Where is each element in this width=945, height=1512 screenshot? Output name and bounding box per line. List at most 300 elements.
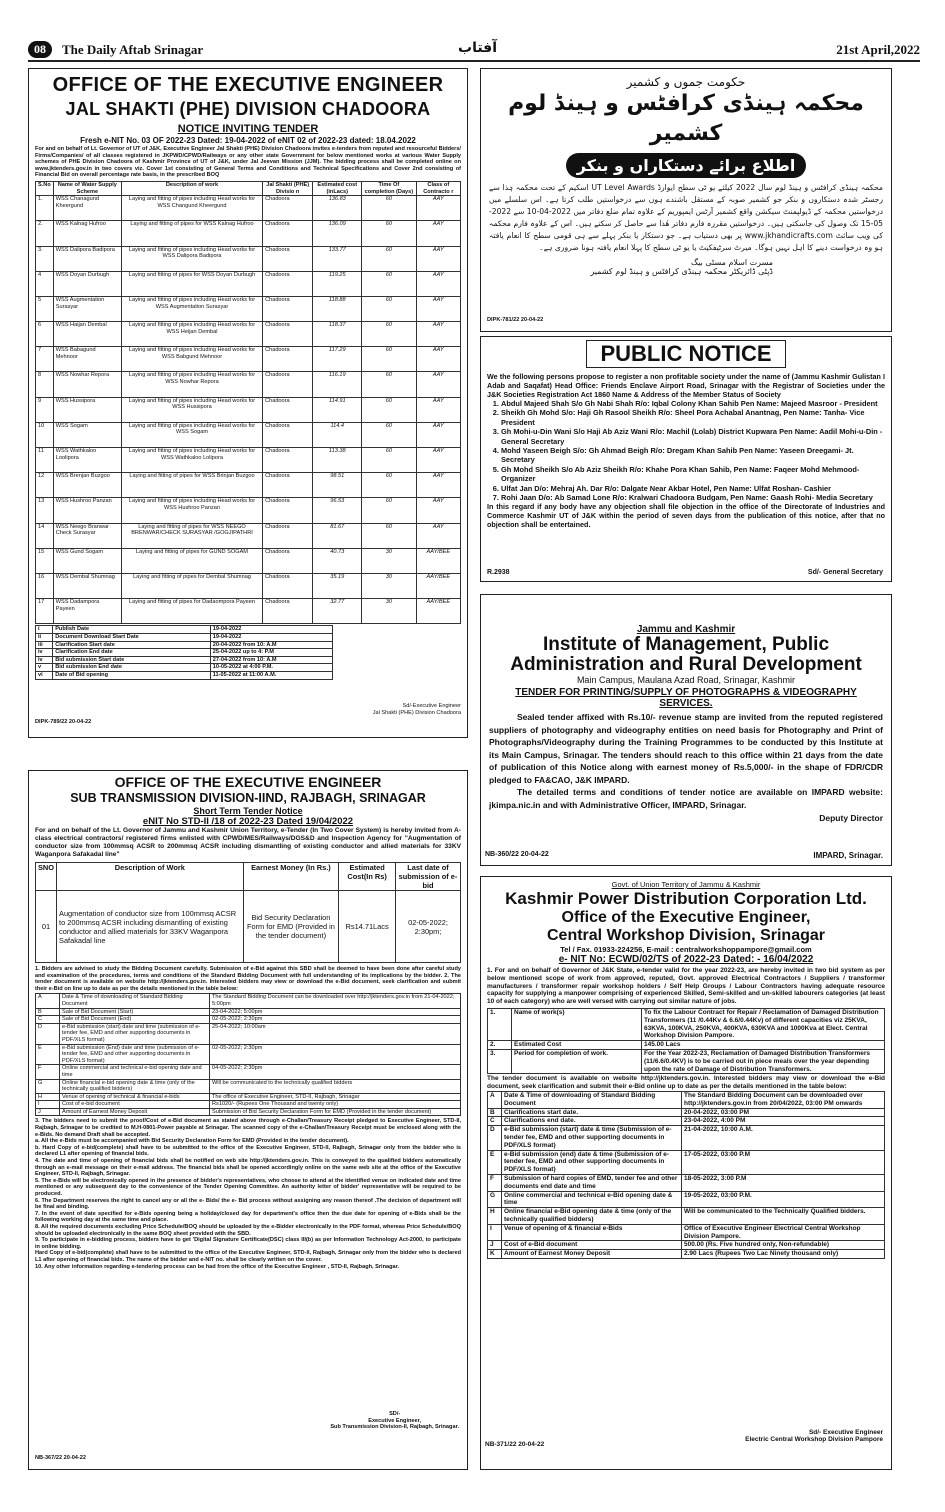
table-row [488, 1150, 885, 1174]
std-header-cell: SNO [36, 863, 57, 891]
std-clause: 9. To participate in e-bidding process, bidders have to get 'Digital Signature Certificate(DSC) class III(b) as per Information Technology Act-2000, to participate in online bidding. [35, 1237, 461, 1250]
jal-cell: Chadoora [263, 347, 313, 372]
jal-cell: 136.09 [313, 221, 362, 246]
std-title-2: SUB TRANSMISSION DIVISION-IIND, RAJBAGH, SRINAGAR [70, 791, 426, 805]
jal-cell: Laying and fitting of pipes including Head works for WSS Hushroo Panzan [121, 498, 262, 523]
jal-cell: AAY/BEE [416, 573, 460, 598]
std-schedule-cell: F [36, 1065, 60, 1079]
jal-cell: 60 [362, 246, 416, 271]
jal-cell: WSS Gund Sogam [53, 548, 121, 573]
paper-logo: آفتاب [458, 40, 498, 56]
table-row [36, 196, 461, 221]
jal-date-cell: ii [36, 633, 53, 641]
jal-cell: 98.51 [313, 473, 362, 498]
jal-cell: WSS Wathkaloo Loolipora [53, 448, 121, 473]
public-title: PUBLIC NOTICE [586, 340, 786, 368]
table-row [36, 422, 461, 447]
jal-cell: 60 [362, 397, 416, 422]
table-row [488, 1091, 885, 1108]
jal-intro: For and on behalf of Lt. Governor of UT of J&K, Executive Engineer Jal Shakti (PHE) Division Chadoora invites e-tenders from reputed and resourceful Bidders/ Firms/Companies/ of all classes registered in JKPWD/CPWD/Railways or any other state Government for below mentioned works at various Water Supply schemes of PHE Division Chadoora of Kashmir Province of UT of J&K, under Jal Jeevan Mission (JJM). The bidding process shall be completed online on www.jktenders.gov.in in two covers viz. Cover 1st consisting of General Terms and Conditions and Technical Specifications and Cover 2nd consisting of Financial Bid on overall percentage rate basis, in the prescribed BOQ [35, 146, 461, 179]
std-clause: 10. Any other information regarding e-tendering process can be had from the office of the Executive Engineer , STD-II, Rajbagh, Srinagar. [35, 1263, 400, 1270]
jal-cell: WSS Neego Branwar Check Surasyar [53, 523, 121, 548]
table-row [488, 1049, 885, 1073]
jal-date-cell: Publish Date [53, 626, 211, 634]
kpdcl-work-table [487, 1008, 885, 1074]
jal-header-cell: Description of work [121, 181, 262, 195]
jal-date-cell: Clarification End date [53, 649, 211, 657]
jal-cell: WSS Kalnag Hufroo [53, 221, 121, 246]
jal-date-cell: 27-04-2022 from 10: A.M [210, 656, 332, 664]
jal-cell: AAY [416, 473, 460, 498]
table-row [36, 397, 461, 422]
jal-cell: 60 [362, 347, 416, 372]
jal-cell: 30 [362, 599, 416, 624]
jal-date-cell: Bid submission Start date [53, 656, 211, 664]
jal-cell: Chadoora [263, 296, 313, 321]
kpdcl-schedule-cell: Venue of opening of & financial e-Bids [502, 1224, 682, 1241]
jal-cell: AAY [416, 246, 460, 271]
kpdcl-schedule-cell: Clarifications start date. [502, 1108, 682, 1117]
member-item: 5. Gh Mohd Sheikh S/o Ab Aziz Sheikh R/o: Khahe Pora Khan Sahib, Pen Name: Faqeer Mohd Mehmood- Organizer [501, 465, 885, 484]
kpdcl-schedule-cell: B [488, 1108, 502, 1117]
kpdcl-office-2: Central Workshop Division, Srinagar [547, 927, 825, 944]
table-row [36, 347, 461, 372]
jal-cell: Laying and fitting of pipes including Head works for WSS Sogam [121, 422, 262, 447]
jal-date-cell: Date of Bid opening [53, 671, 211, 679]
jal-cell: 96.53 [313, 498, 362, 523]
jal-cell: Laying and fitting of pipes for GUND SOGAM [121, 548, 262, 573]
jal-cell: Chadoora [263, 271, 313, 296]
table-row [36, 1101, 461, 1109]
jal-cell: 81.67 [313, 523, 362, 548]
kpdcl-schedule-cell: Clarifications end date. [502, 1117, 682, 1126]
jal-cell: Chadoora [263, 573, 313, 598]
kpdcl-schedule-cell: Will be communicated to the Technically Qualified bidders. [682, 1208, 885, 1225]
jal-cell: WSS Nowhar Repora [53, 372, 121, 397]
impard-sign-2: IMPARD, Srinagar. [813, 851, 883, 860]
table-row [36, 599, 461, 624]
std-schedule-cell: 25-04-2022; 10:00am [210, 1023, 461, 1044]
kpdcl-work-cell: 145.00 Lacs [642, 1041, 885, 1050]
handicrafts-urdu-notice [480, 68, 892, 332]
member-item: 3. Gh Mohi-u-Din Wani S/o Haji Ab Aziz Wani R/o: Machil (Lolab) District Kupwara Pen Name: Aadil Mohi-u-Din - General Secretary [501, 427, 885, 446]
jal-cell: Chadoora [263, 422, 313, 447]
jal-shakti-tender [28, 68, 468, 738]
table-row [36, 221, 461, 246]
public-notice [480, 336, 892, 582]
kpdcl-schedule-cell: 18-05-2022, 3:00 P.M [682, 1174, 885, 1191]
jal-cell: Chadoora [263, 548, 313, 573]
kpdcl-schedule-cell: Office of Executive Engineer Electrical Central Workshop Division Pampore. [682, 1224, 885, 1241]
jal-date-cell: 10-05-2022 at 4:00 P.M. [210, 664, 332, 672]
jal-cell: AAY [416, 448, 460, 473]
kpdcl-intro: 1. For and on behalf of Governor of J&K State, e-tender valid for the year 2022-23, are hereby invited in two bid system as per below mentioned scope of work from approved, reputed, Govt. approved Electrical Contractors / Suppliers / transformer manufacturers / transformer repair workshop holders / Self Help Groups / Labour Contractors having adequate resource capacity for supplying a manpower comprising of experienced Skilled, Semi-skilled and un-skilled labourers categories (at least 10 of each category) who are well versed with carrying out similar nature of jobs. [487, 967, 885, 1006]
std-schedule-cell: The Standard Bidding Document can be downloaded over http://jktenders.gov.in from 21-04-2022; 5:00pm [210, 994, 461, 1008]
jal-date-cell: 20-04-2022 from 10: A.M [210, 641, 332, 649]
std-schedule-cell: e-Bid submission (start) date and time (submission of e-tender fee, EMD and other supporting documents in PDF/XLS format) [60, 1023, 210, 1044]
jal-cell: Chadoora [263, 322, 313, 347]
jal-header-cell: Jal Shakti (PHE) Divisio n [263, 181, 313, 195]
jal-cell: 16 [36, 573, 54, 598]
jal-date-cell: i [36, 626, 53, 634]
std-schedule-cell: Venue of opening of technical & financial e-bids [60, 1093, 210, 1101]
jal-date-cell: Bid submission End date [53, 664, 211, 672]
std-schedule-cell: Sale of Bid Document (Start) [60, 1008, 210, 1016]
kpdcl-office-1: Office of the Executive Engineer, [561, 909, 811, 926]
public-intro: We the following persons propose to register a non profitable society under the name of (Jammu Kashmir Gulistan I Adab and Saqafat) Head Office: Friends Enclave Airport Road, Srinagar with the Registrar of Societies under the J&K Societies Registration Act 1860 Name & Address of the Member Status of Society [487, 372, 885, 399]
std-sign-2: Executive Engineer, [368, 1417, 422, 1424]
std-header-cell: Earnest Money (In Rs.) [243, 863, 338, 891]
urdu-govt: حکومت جموں و کشمیر [626, 75, 746, 89]
jal-cell: 8 [36, 372, 54, 397]
jal-date-cell: 11-05-2022 at 11:00 A.M. [210, 671, 332, 679]
jal-cell: WSS Haijan Dembal [53, 322, 121, 347]
jal-cell: Laying and fitting of pipes including Head works for WSS Babgund Mehnoor [121, 347, 262, 372]
std-schedule-cell: Submission of Bid Security Declaration Form for EMD (Provided in the tender document) [210, 1108, 461, 1116]
jal-cell: 133.77 [313, 246, 362, 271]
urdu-title: محکمہ ہینڈی کرافٹس و ہینڈ لوم کشمیر [508, 91, 864, 146]
table-row [36, 548, 461, 573]
table-row [36, 671, 333, 679]
kpdcl-schedule-cell: 21-04-2022, 10:00 A.M. [682, 1126, 885, 1150]
jal-cell: Laying and fitting of pipes for Dadaompora Payeen [121, 599, 262, 624]
jal-cell: Laying and fitting of pipes including Head works for WSS Hussipora [121, 397, 262, 422]
kpdcl-schedule-cell: Online financial e-Bid opening date & time (only of the technically qualified bidders) [502, 1208, 682, 1225]
table-row [36, 1008, 461, 1016]
jal-cell: 10 [36, 422, 54, 447]
impard-subject: TENDER FOR PRINTING/SUPPLY OF PHOTOGRAPHS & VIDEOGRAPHY SERVICES. [515, 687, 857, 709]
std-work-table [35, 862, 461, 963]
jal-cell: 60 [362, 196, 416, 221]
std-schedule-cell: Rs1020/- (Rupees One Thousand and twenty only) [210, 1101, 461, 1109]
table-row [488, 1224, 885, 1241]
public-sign: Sd/- General Secretary [807, 569, 883, 576]
kpdcl-schedule-table [487, 1091, 885, 1259]
table-row [488, 1117, 885, 1126]
table-row [36, 649, 333, 657]
kpdcl-schedule-cell: H [488, 1208, 502, 1225]
public-ref: R.2938 [487, 569, 510, 576]
table-row [36, 1023, 461, 1044]
jal-cell: AAY [416, 322, 460, 347]
jal-cell: AAY [416, 221, 460, 246]
page-number: 08 [28, 41, 52, 58]
std-cell: 01 [36, 891, 57, 963]
jal-cell: AAY [416, 196, 460, 221]
table-row [36, 1093, 461, 1101]
std-clauses [35, 1118, 461, 1270]
jal-sign-1: Sd/-Executive Engineer [402, 703, 461, 709]
kpdcl-mid: The tender document is available on website http://jktenders.gov.in. Interested bidders may view or download the e-Bid document, seek clarification and submit their e-Bid online up to date as per the details mentioned in the table below: [487, 1075, 885, 1091]
std-clause: 5. The e-Bids will be electronically opened in the presence of bidder's representatives, who choose to attend at the identified venue on indicated date and time mentioned or any subsequent day to the convenience of the Tender Opening Committee. An authority letter of bidder' representative will be required to be produced. [35, 1177, 461, 1197]
jal-cell: Chadoora [263, 246, 313, 271]
table-row [36, 473, 461, 498]
kpdcl-work-cell: Name of work(s) [512, 1008, 642, 1040]
jal-cell: 2. [36, 221, 54, 246]
std-tender [28, 770, 468, 1470]
jal-cell: 118.88 [313, 296, 362, 321]
kpdcl-schedule-cell: Amount of Earnest Money Deposit [502, 1250, 682, 1259]
kpdcl-govt: Govt. of Union Territory of Jammu & Kashmir [611, 880, 761, 889]
std-schedule-cell: C [36, 1016, 60, 1024]
jal-cell: Laying and fitting of pipes for WSS Brinjan Buzgoo [121, 473, 262, 498]
issue-date: 21st April,2022 [836, 42, 920, 57]
jal-date-cell: v [36, 664, 53, 672]
std-schedule-cell: B [36, 1008, 60, 1016]
jal-date-cell: 19-04-2022 [210, 633, 332, 641]
std-sign-1: SD/- [389, 1411, 401, 1417]
table-row [488, 1174, 885, 1191]
table-row [36, 1079, 461, 1093]
member-item: 2. Sheikh Gh Mohd S/o: Haji Gh Rasool Sheikh R/o: Sheel Pora Achabal Anantnag, Pen Name: Tanha- Vice President [501, 408, 885, 427]
std-schedule-cell: E [36, 1044, 60, 1065]
kpdcl-schedule-cell: F [488, 1174, 502, 1191]
jal-cell: AAY [416, 397, 460, 422]
table-row [488, 1241, 885, 1250]
jal-cell: 114.91 [313, 397, 362, 422]
jal-cell: AAY [416, 498, 460, 523]
jal-cell: Chadoora [263, 473, 313, 498]
jal-cell: Chadoora [263, 523, 313, 548]
jal-cell: 60 [362, 271, 416, 296]
jal-sign-2: Jal Shakti (PHE) Division Chadoora [372, 709, 461, 716]
table-row [36, 372, 461, 397]
jal-enit: Fresh e-NIT No. 03 OF 2022-23 Dated: 19-04-2022 of eNIT 02 of 2022-23 dated: 18.04.2022 [80, 136, 416, 145]
jal-cell: 116.19 [313, 372, 362, 397]
jal-header-cell: Time Of completion (Days) [362, 181, 416, 195]
kpdcl-schedule-cell: Online commercial and technical e-Bid opening date & time [502, 1191, 682, 1208]
jal-cell: Laying and fitting of pipes including Head works for WSS Changund Kheergund [121, 196, 262, 221]
kpdcl-contact: Tel / Fax. 01933-224256, E-mail : centralworkshoppampore@gmail.com [560, 945, 812, 954]
jal-cell: 1. [36, 196, 54, 221]
std-schedule-cell: Will be communicated to the technically qualified bidders [210, 1079, 461, 1093]
impard-body-1: Sealed tender affixed with Rs.10/- revenue stamp are invited from the reputed registered suppliers of photography and videography entities on need basis for Photography and Print of Photographs/Videography during the Training Programmes to be conducted by this Institute at its Main Campus, Srinagar. The tenders should reach to this office within 21 days from the date of publication of this Notice along with earnest money of Rs.5,000/- in the shape of FDR/CDR pledged to FA&CAO, J&K IMPARD. [489, 712, 883, 785]
impard-campus: Main Campus, Maulana Azad Road, Srinagar, Kashmir [576, 675, 796, 685]
jal-cell: 14 [36, 523, 54, 548]
kpdcl-work-cell: 2. [488, 1041, 512, 1050]
jal-cell: 13 [36, 498, 54, 523]
jal-cell: WSS Dadampora Payeen [53, 599, 121, 624]
std-header-cell: Last date of submission of e-bid [396, 863, 461, 891]
std-clause: b. Hard Copy of e-bid(complete) shall have to be submitted to the office of the Executive Engineer, STD-II, Rajbagh, Srinagar only from the bidder who is declared L1 after opening of financial bids. [35, 1144, 461, 1158]
kpdcl-schedule-cell: 19-05-2022, 03:00 P.M. [682, 1191, 885, 1208]
jal-date-cell: vi [36, 671, 53, 679]
table-row [36, 994, 461, 1008]
jal-date-cell: Clarification Start date [53, 641, 211, 649]
kpdcl-schedule-cell: J [488, 1241, 502, 1250]
kpdcl-schedule-cell: Cost of e-Bid document [502, 1241, 682, 1250]
jal-cell: 3. [36, 246, 54, 271]
jal-cell: 7 [36, 347, 54, 372]
std-sign-3: Sub Transmission Division-II, Rajbagh, Srinagar. [330, 1424, 459, 1431]
std-schedule-cell: J [36, 1108, 60, 1116]
std-clause-1-number: 1. [35, 966, 42, 972]
jal-cell: 117.29 [313, 347, 362, 372]
jal-date-cell: iv [36, 649, 53, 657]
std-schedule-cell: A [36, 994, 60, 1008]
kpdcl-sign-2: Electric Central Workshop Division Pampore [745, 1436, 883, 1443]
std-schedule-cell: The office of Executive Engineer, STD-II, Rajbagh, Srinagar [210, 1093, 461, 1101]
jal-cell: 60 [362, 322, 416, 347]
jal-cell: Chadoora [263, 448, 313, 473]
table-row [36, 523, 461, 548]
jal-cell: 32.77 [313, 599, 362, 624]
jal-ref: DIPK-789/22 20-04-22 [35, 719, 92, 725]
table-row [488, 1250, 885, 1259]
jal-cell: 60 [362, 523, 416, 548]
jal-cell: Chadoora [263, 221, 313, 246]
impard-tender [480, 594, 892, 866]
urdu-body: محکمہ ہینڈی کرافٹس و ہینڈ لوم سال 2022 کیلئے یو ٹی سطح ایوارڈ UT Level Awards اسکیم کے تحت محکمہ ہٰذا سے رجسٹر شدہ دستکاروں و بنکر جو کشمیر صوبہ کے مستقل باشندے ہوں سے درخواستیں طلب کرتا ہے۔ اس سلسلے میں درخواستیں محکمہ کے ڈیولپمنٹ سیکشن واقع کشمیر آرٹس ایمپوریم کے علاوہ تمام ضلع دفاتر میں 2022-04-10 سے 2022-05-15 تک وصول کی جاسکتی ہیں۔ درخواستیں مقررہ فارم دفاتر ھٰذا سے حاصل کر سکتے ہیں۔ اس کے علاوہ فارم محکمہ کی ویب سائٹ www.jkhandicrafts.com پر بھی دستیاب ہے۔ جو دستکار یا بنکر پہلے سے ہی قومی سطح کا انعام یافتہ ہو وہ درخواست دینے کا اہل نہیں ہوگا۔ میرٹ سرٹیفکیٹ یا یو ٹی سطح کا پہلا انعام یافتہ ہونا ضروری ہے۔ [489, 183, 884, 252]
std-schedule-cell: Online financial e-bid opening date & time (only of the technically qualified bidders) [60, 1079, 210, 1093]
kpdcl-work-cell: To fix the Labour Contract for Repair / Reclamation of Damaged Distribution Transformers (11 /0.44Kv & 6.6/0.44Kv) of different capacities viz 25KVA, 63KVA, 100KVA, 250KVA, 400KVA, 630KVA and 1000Kva at Elect. Central Workshop Division Pampore. [642, 1008, 885, 1040]
public-closing: In this regard if any body have any objection shall file objection in the office of the Directorate of Industries and Commerce Kashmir UT of J&K within the period of seven days from the publication of this notice, after that no objection shall be entertained. [487, 502, 885, 530]
std-schedule-cell: 23-04-2022; 5:00pm [210, 1008, 461, 1016]
std-cell: Augmentation of conductor size from 100mmsq ACSR to 200mmsq ACSR including dismantling of existing conductor and allied materials for 33KV Waganpora Safakadal line [57, 891, 244, 963]
std-schedule-cell: e-Bid submission (End) date and time (submission of e-tender fee, EMD and other supporting documents in PDF/XLS format) [60, 1044, 210, 1065]
jal-cell: 12 [36, 473, 54, 498]
member-item: 6. Ulfat Jan D/o: Mehraj Ah. Dar R/o: Dalgate Near Akbar Hotel, Pen Name: Ulfat Roshan- Cashier [501, 484, 885, 493]
kpdcl-schedule-cell: K [488, 1250, 502, 1259]
jal-cell: Laying and fitting of pipes including Head works for WSS Augmentation Surasyar [121, 296, 262, 321]
masthead [28, 40, 920, 62]
table-row [36, 641, 333, 649]
kpdcl-schedule-cell: D [488, 1126, 502, 1150]
table-row [36, 296, 461, 321]
std-schedule-cell: 02-05-2022; 2:30pm [210, 1016, 461, 1024]
jal-header-cell: Name of Water Supply Scheme [53, 181, 121, 195]
impard-region: Jammu and Kashmir [636, 624, 736, 635]
kpdcl-enit: e- NIT No: ECWD/02/TS of 2022-23 Dated: - 16/04/2022 [558, 954, 814, 965]
jal-date-cell: iii [36, 641, 53, 649]
jal-cell: WSS Brenjan Buzgoo [53, 473, 121, 498]
jal-cell: 30 [362, 573, 416, 598]
table-row [36, 322, 461, 347]
kpdcl-schedule-cell: 23-04-2022, 4:00 PM [682, 1117, 885, 1126]
impard-body-2: The detailed terms and conditions of tender notice are available on IMPARD website: jkimpa.nic.in and with Administrative Officer, IMPARD, Srinagar. [489, 787, 883, 810]
std-header-cell: Estimated Cost(In Rs) [339, 863, 396, 891]
jal-cell: 11 [36, 448, 54, 473]
jal-cell: 60 [362, 221, 416, 246]
jal-title-1: OFFICE OF THE EXECUTIVE ENGINEER [52, 74, 444, 96]
jal-cell: 5 [36, 296, 54, 321]
jal-cell: 114.4 [313, 422, 362, 447]
std-schedule-cell: G [36, 1079, 60, 1093]
table-row [36, 664, 333, 672]
std-schedule-cell: Cost of e-bid document [60, 1101, 210, 1109]
urdu-sign-2: ڈپٹی ڈائریکٹر محکمہ ہینڈی کرافٹس و ہینڈ لوم کشمیر [590, 267, 773, 276]
jal-cell: 40.73 [313, 548, 362, 573]
jal-date-cell: iv [36, 656, 53, 664]
table-row [36, 448, 461, 473]
jal-header-cell: S.No [36, 181, 54, 195]
jal-cell: Laying and fitting of pipes including Head works for WSS Heijan Dembal [121, 322, 262, 347]
jal-cell: AAY/BEE [416, 548, 460, 573]
jal-cell: Laying and fitting of pipes for WSS Doyan Durbugh [121, 271, 262, 296]
kpdcl-sign-1: Sd/- Executive Engineer [808, 1429, 883, 1436]
std-schedule-cell: I [36, 1101, 60, 1109]
kpdcl-work-cell: For the Year 2022-23, Reclamation of Damaged Distribution Transformers (11/6.6/0.4KV) is to be carried out in piece meals over the year depending upon the rate of Damage of Distribution Transformers. [642, 1049, 885, 1073]
jal-works-table [35, 181, 461, 624]
jal-cell: WSS Doyan Durbugh [53, 271, 121, 296]
std-clause: 6. The Department reserves the right to cancel any or all the e- Bids/ the e- Bid process without assigning any reason thereof .The decision of department will be final and binding. [35, 1197, 461, 1211]
jal-date-cell: 19-04-2022 [210, 626, 332, 634]
jal-cell: 15 [36, 548, 54, 573]
kpdcl-schedule-cell: Submission of hard copies of EMD, tender fee and other documents end date and time [502, 1174, 682, 1191]
impard-ref: NB-360/22 20-04-22 [485, 851, 549, 858]
std-clause: 3. The bidders need to submit the proof/Cost of e-Bid document as stated above through e-Challan/Treasury Receipt pledged to Executive Engineer, STD-II, Rajbagh, Srinagar to be credited to M.H-0801-Power payable at Srinagar. The scanned copy of the e-Challan/Treasury Receipt must be enclosed along with the e-Bids. No demand Draft shall be accepted. [35, 1118, 461, 1138]
kpdcl-schedule-cell: 500.00 (Rs. Five hundred only, Non-refundable) [682, 1241, 885, 1250]
member-item: 1. Abdul Majeed Shah S/o Gh Nabi Shah R/o: Iqbal Colony Khan Sahib Pen Name: Majeed Masroor - President [501, 399, 885, 408]
kpdcl-ref: NB-371/22 20-04-22 [485, 1441, 545, 1448]
jal-cell: WSS Hussipora [53, 397, 121, 422]
jal-cell: Laying and fitting of pipes for WSS NEEGO BRENWAR/CHECK SURASYAR /GOGJIPATHRI [121, 523, 262, 548]
jal-cell: Chadoora [263, 196, 313, 221]
kpdcl-schedule-cell: I [488, 1224, 502, 1241]
std-schedule-cell: Date & Time of downloading of Standard Bidding Document [60, 994, 210, 1008]
kpdcl-schedule-cell: The Standard Bidding Document can be downloaded over http://jktenders.gov.in from 20/04/2022, 03:00 PM onwards [682, 1091, 885, 1108]
std-clause: 4. The date and time of opening of financial bids shall be notified on web site http://jktenders.gov.in. This is conveyed to the qualified bidders automatically through an e-mail message on their e-mail address. The financial bids shall be opened accordingly online on the same web site at the office of the Executive Engineer, STD-II, Rajbagh, Srinagar. [35, 1158, 461, 1178]
kpdcl-schedule-cell: G [488, 1191, 502, 1208]
kpdcl-schedule-cell: C [488, 1117, 502, 1126]
jal-cell: AAY [416, 271, 460, 296]
jal-cell: WSS Dembal Shumnag [53, 573, 121, 598]
jal-notice-heading: NOTICE INVITING TENDER [177, 123, 319, 135]
table-row [36, 246, 461, 271]
kpdcl-schedule-cell: 20-04-2022, 03:00 PM [682, 1108, 885, 1117]
jal-cell: Laying and fitting of pipes for Dembal Shumnag [121, 573, 262, 598]
std-schedule-cell: H [36, 1093, 60, 1101]
jal-header-cell: Estimated cost (inLacs) [313, 181, 362, 195]
std-cell: Bid Security Declaration Form for EMD (Provided in the tender document) [243, 891, 338, 963]
jal-cell: AAY [416, 296, 460, 321]
jal-cell: AAY [416, 523, 460, 548]
std-schedule-cell: 02-05-2022; 2:30pm [210, 1044, 461, 1065]
jal-cell: 35.19 [313, 573, 362, 598]
urdu-sign-1: مسرت اسلام مسٹی بیگ [691, 258, 773, 267]
member-list [487, 399, 885, 502]
std-clause-1: 1. Bidders are advised to study the Bidding Document carefully. Submission of e-Bid against this SBD shall be deemed to have been done after careful study and examination of the procedures, terms and conditions of the Standard Bidding Document with full understanding of its implications by the bidder. 2. The tender document is available on website http://jktenders.gov.in. Interested bidders may view or download the e-Bid document, seek clarification and submit their e-Bid on line up to date as per the details mentioned in the table below: [35, 966, 461, 992]
table-row [36, 573, 461, 598]
table-row [488, 1108, 885, 1117]
table-row [36, 656, 333, 664]
member-item: 7. Rohi Jaan D/o: Ab Samad Lone R/o: Kralwari Chadoora Budgam, Pen Name: Gaash Rohi- Media Secretary [501, 493, 885, 502]
jal-cell: Laying and fitting of pipes including Head works for WSS Nowhar Repora [121, 372, 262, 397]
jal-cell: 9 [36, 397, 54, 422]
kpdcl-schedule-cell: A [488, 1091, 502, 1108]
jal-cell: 119.25 [313, 271, 362, 296]
jal-header-cell: Class of Contracto r [416, 181, 460, 195]
jal-cell: 60 [362, 448, 416, 473]
jal-cell: 60 [362, 473, 416, 498]
table-row [488, 1191, 885, 1208]
std-title-1: OFFICE OF THE EXECUTIVE ENGINEER [114, 774, 382, 790]
jal-cell: WSS Chanagund Kheergund [53, 196, 121, 221]
table-row [36, 498, 461, 523]
jal-cell: AAY [416, 372, 460, 397]
jal-cell: AAY [416, 347, 460, 372]
jal-cell: Chadoora [263, 599, 313, 624]
impard-sign-1: Deputy Director [819, 813, 883, 823]
jal-cell: Laying and fitting of pipes for WSS Kalnag Hufroo [121, 221, 262, 246]
impard-title: Institute of Management, Public Administration and Rural Development [510, 634, 862, 675]
jal-date-cell: Document Download Start Date [53, 633, 211, 641]
kpdcl-title: Kashmir Power Distribution Corporation Ltd. [505, 889, 867, 908]
paper-name: The Daily Aftab Srinagar [62, 42, 204, 57]
jal-cell: Chadoora [263, 498, 313, 523]
jal-cell: 6 [36, 322, 54, 347]
jal-cell: WSS Sogam [53, 422, 121, 447]
